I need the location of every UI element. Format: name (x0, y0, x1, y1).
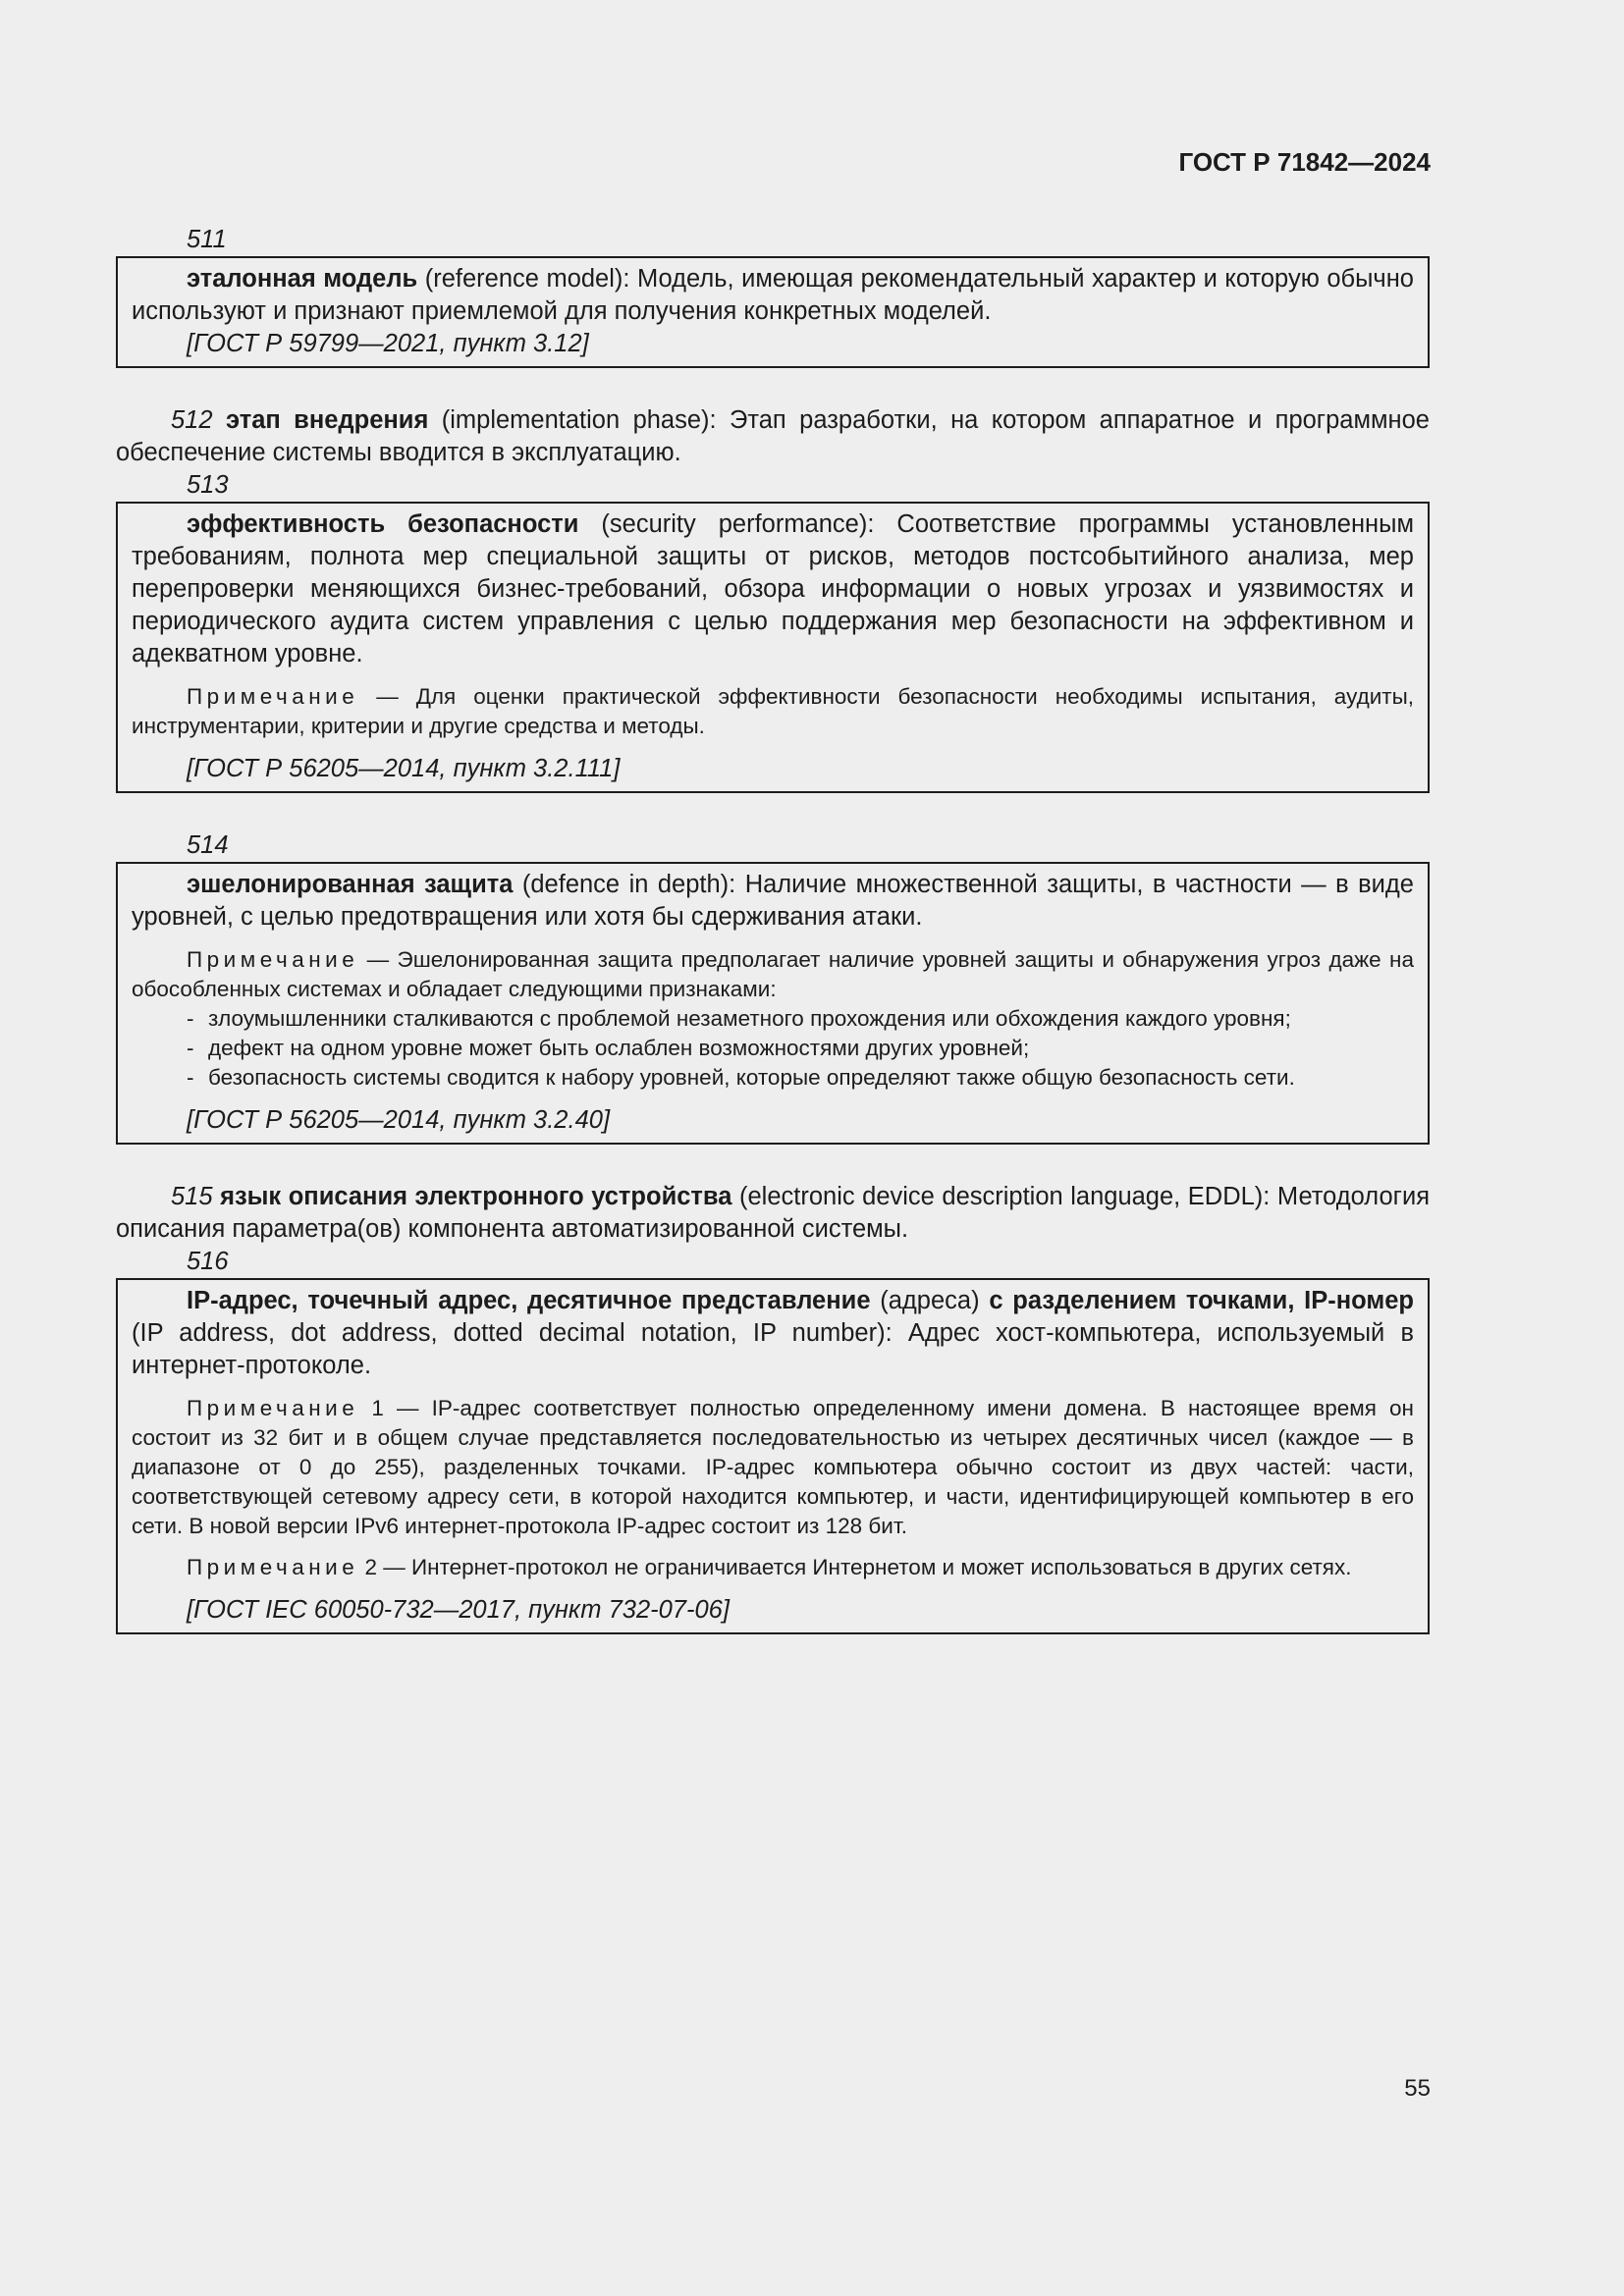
definition-text: (security performance): Соответствие программы установленным требованиям, полнота мер специальной защиты от рисков, методов постсобытийного анализа, мер перепроверки меняющихся бизнес-требований, обзора информации о новых угрозах и уязвимостях и периодического аудита систем управления с целью поддержания мер безопасности на эффективном и адекватном уровне. (132, 510, 1414, 667)
entry-number: 512 (171, 406, 213, 434)
term: эшелонированная защита (187, 871, 514, 898)
definition (116, 404, 1430, 469)
list-item: - злоумышленники сталкиваются с проблемой незаметного прохождения или обхождения каждого уровня; (187, 1004, 1414, 1034)
entry-box-514 (116, 862, 1430, 1145)
note-label: Примечание (187, 947, 359, 972)
note (132, 1553, 1414, 1582)
list-item: - безопасность системы сводится к набору уровней, которые определяют также общую безопасность сети. (187, 1063, 1414, 1093)
note-label: Примечание (187, 684, 359, 709)
definition-text: (implementation phase): Этап разработки, на котором аппаратное и программное обеспечение системы вводится в эксплуатацию. (116, 406, 1430, 466)
definition (132, 1285, 1414, 1382)
note-text: 2 — Интернет-протокол не ограничивается Интернетом и может использоваться в других сетях. (358, 1555, 1352, 1579)
entry-box-516 (116, 1278, 1430, 1634)
definition-text: (адреса) (870, 1287, 990, 1314)
term: язык описания электронного устройства (220, 1183, 732, 1210)
entry-box-511 (116, 256, 1430, 368)
note-text: — Для оценки практической эффективности безопасности необходимы испытания, аудиты, инструментарии, критерии и другие средства и методы. (132, 684, 1414, 738)
term: эталонная модель (187, 265, 418, 293)
entry-number: 515 (171, 1183, 213, 1210)
note (132, 1394, 1414, 1541)
note-text: — Эшелонированная защита предполагает наличие уровней защиты и обнаружения угроз даже на обособленных системах и обладает следующими признаками: (132, 947, 1414, 1001)
definition-text: (reference model): Модель, имеющая рекомендательный характер и которую обычно используют и признают приемлемой для получения конкретных моделей. (132, 265, 1414, 325)
note-label: Примечание (187, 1555, 359, 1579)
reference: [ГОСТ Р 59799—2021, пункт 3.12] (187, 330, 589, 357)
note-paragraph (132, 945, 1414, 1004)
reference: [ГОСТ Р 56205—2014, пункт 3.2.111] (187, 755, 621, 782)
entry-number: 513 (187, 471, 229, 499)
term: IP-адрес, точечный адрес, десятичное представление (187, 1287, 871, 1314)
entry-number: 516 (187, 1248, 229, 1275)
entry-number: 511 (187, 226, 227, 253)
entry-512 (116, 404, 1430, 469)
note-label: Примечание (187, 1396, 359, 1420)
note (132, 682, 1414, 741)
reference: [ГОСТ IEC 60050-732—2017, пункт 732-07-06] (187, 1596, 730, 1624)
entry-515 (116, 1181, 1430, 1246)
term: эффективность безопасности (187, 510, 579, 538)
definition (132, 508, 1414, 670)
term: с разделением точками, IP-номер (989, 1287, 1414, 1314)
definition-text: (IP address, dot address, dotted decimal notation, IP number): Адрес хост-компьютера, используемый в интернет-протоколе. (132, 1319, 1414, 1379)
definition-text: (defence in depth): Наличие множественной защиты, в частности — в виде уровней, с целью предотвращения или хотя бы сдерживания атаки. (132, 871, 1414, 931)
definition (116, 1181, 1430, 1246)
note (132, 945, 1414, 1093)
note-list (132, 1004, 1414, 1093)
definition (132, 263, 1414, 328)
document-header: ГОСТ Р 71842—2024 (1178, 147, 1431, 177)
note-text: 1 — IP-адрес соответствует полностью определенному имени домена. В настоящее время он состоит из 32 бит и в общем случае представляется последовательностью из четырех десятичных чисел (каждое — в диапазоне от 0 до 255), разделенных точками. IP-адрес компьютера обычно состоит из двух частей: части, соответствующей сетевому адресу сети, в которой находится компьютер, и части, идентифицирующей компьютер в его сети. В новой версии IPv6 интернет-протокола IP-адрес состоит из 128 бит. (132, 1396, 1414, 1538)
page-number: 55 (1404, 2075, 1431, 2102)
definition (132, 869, 1414, 934)
list-item: - дефект на одном уровне может быть ослаблен возможностями других уровней; (187, 1034, 1414, 1063)
entry-box-513 (116, 502, 1430, 793)
entry-number: 514 (187, 831, 229, 859)
definition-text: (electronic device description language, EDDL): Методология описания параметра(ов) компонента автоматизированной системы. (116, 1183, 1430, 1243)
document-body (116, 224, 1430, 1671)
reference: [ГОСТ Р 56205—2014, пункт 3.2.40] (187, 1106, 611, 1134)
term: этап внедрения (225, 406, 429, 434)
